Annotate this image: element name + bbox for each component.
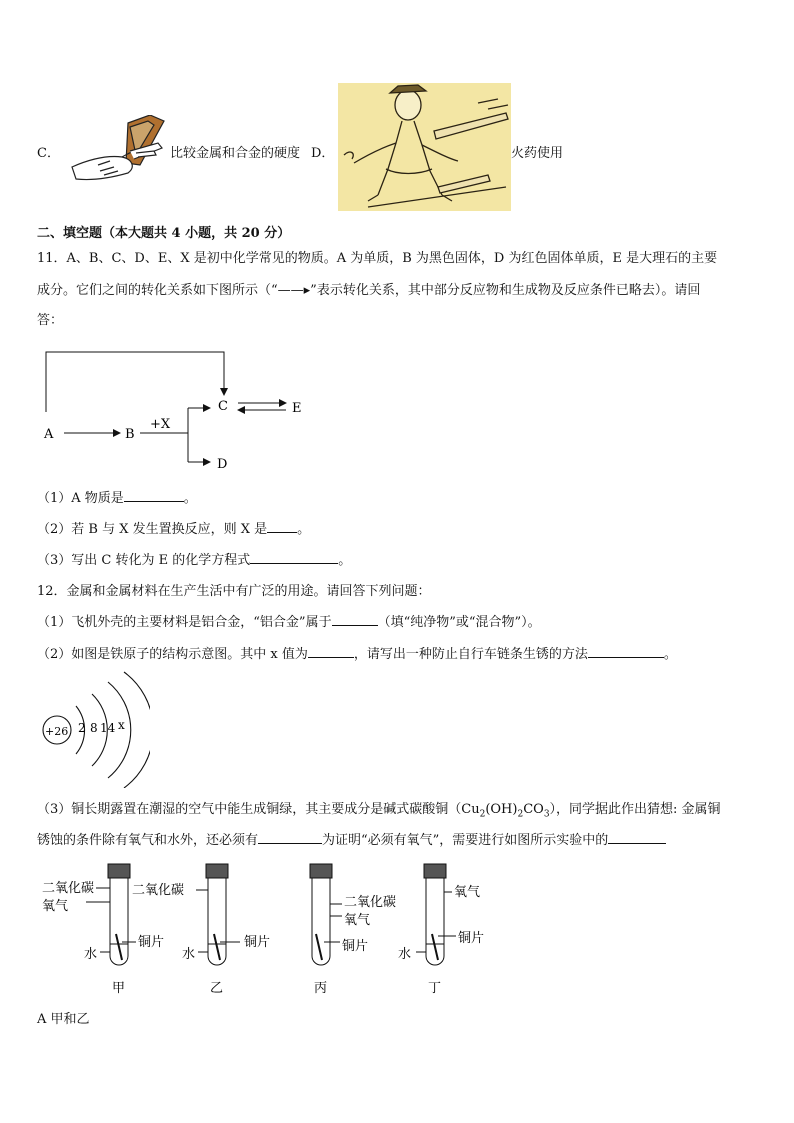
q11-sub-3: （3）写出 C 转化为 E 的化学方程式 。 xyxy=(37,546,351,576)
tube-bing-gas-2: 氧气 xyxy=(344,913,371,928)
tube-bing xyxy=(310,864,342,965)
q12-sub-1: （1）飞机外壳的主要材料是铝合金，“铝合金”属于 （填“纯净物”或“混合物”）。 xyxy=(37,608,541,638)
tube-ding-name: 丁 xyxy=(428,981,442,996)
tube-jia-name: 甲 xyxy=(112,981,126,996)
q11-line-1: 11．A、B、C、D、E、X 是初中化学常见的物质。A 为单质，B 为黑色固体，D 为红色固体单质，E 是大理石的主要 xyxy=(37,251,718,266)
tube-jia-water: 水 xyxy=(84,947,98,962)
node-b: B xyxy=(125,427,135,442)
option-d-text: 火药使用 xyxy=(511,146,564,161)
reagent-x: +X xyxy=(150,417,171,432)
hardness-test-illustration xyxy=(70,115,170,185)
tube-yi-water: 水 xyxy=(182,947,196,962)
q11-line-2: 成分。它们之间的转化关系如下图所示（“——▸”表示转化关系，其中部分反应物和生成物及反应条件已略去）。请回 xyxy=(37,283,701,298)
tube-yi-name: 乙 xyxy=(210,981,224,996)
q12-blank-4[interactable] xyxy=(258,829,322,844)
shell-3-count: 14 xyxy=(100,721,116,735)
tube-ding-water: 水 xyxy=(398,947,412,962)
q11-sub-1: （1）A 物质是 。 xyxy=(37,484,197,514)
gunpowder-illustration xyxy=(338,83,511,211)
q12-sub-3-line-2: 锈蚀的条件除有氧气和水外，还必须有 为证明“必须有氧气”，需要进行如图所示实验中的 xyxy=(37,826,666,856)
q11-conversion-diagram xyxy=(30,340,330,480)
q11-sub-2: （2）若 B 与 X 发生置换反应，则 X 是 。 xyxy=(37,515,310,545)
option-d-label: D． xyxy=(311,146,335,161)
tube-yi xyxy=(196,864,240,965)
option-c-text: 比较金属和合金的硬度 xyxy=(170,146,301,161)
tube-ding-gas-1: 氧气 xyxy=(454,885,481,900)
q12-blank-5[interactable] xyxy=(608,829,666,844)
node-e: E xyxy=(292,401,302,416)
iron-atom-diagram xyxy=(40,668,150,788)
q11-line-3: 答： xyxy=(37,313,64,328)
tube-jia-gas-2: 氧气 xyxy=(42,899,69,914)
copper-rust-experiment xyxy=(36,858,506,998)
q11-blank-2[interactable] xyxy=(267,518,297,533)
q11-blank-1[interactable] xyxy=(124,487,184,502)
node-c: C xyxy=(218,399,228,414)
nucleus-charge: +26 xyxy=(45,725,69,738)
shell-2-count: 8 xyxy=(90,721,98,735)
tube-bing-copper: 铜片 xyxy=(342,939,369,954)
q12-sub-2: （2）如图是铁原子的结构示意图。其中 x 值为 ，请写出一种防止自行车链条生锈的方法 。 xyxy=(37,640,677,670)
q12-blank-2[interactable] xyxy=(308,643,354,658)
tube-yi-copper: 铜片 xyxy=(244,935,271,950)
q12-sub-3-line-1: （3）铜长期露置在潮湿的空气中能生成铜绿，其主要成分是碱式碳酸铜$(Cu_2(OH)_2CO_3)$，同学据此作出猜想: 金属铜 xyxy=(37,802,721,820)
option-c-label: C． xyxy=(37,146,60,161)
section-title: 二、填空题（本大题共 4 小题，共 20 分） xyxy=(37,226,291,241)
tube-bing-gas-1: 二氧化碳 xyxy=(344,895,397,910)
shell-1-count: 2 xyxy=(78,721,86,735)
tube-bing-name: 丙 xyxy=(314,981,328,996)
q12-blank-3[interactable] xyxy=(588,643,664,658)
tube-yi-gas-1: 二氧化碳 xyxy=(132,883,185,898)
node-d: D xyxy=(217,457,228,472)
tube-jia-copper: 铜片 xyxy=(138,935,165,950)
q11-blank-3[interactable] xyxy=(250,549,338,564)
node-a: A xyxy=(44,427,54,442)
tube-jia-gas-1: 二氧化碳 xyxy=(42,881,95,896)
tube-ding xyxy=(416,864,456,965)
q12-stem: 12．金属和金属材料在生产生活中有广泛的用途。请回答下列问题： xyxy=(37,584,431,599)
q12-blank-1[interactable] xyxy=(332,611,378,626)
tube-ding-copper: 铜片 xyxy=(458,931,485,946)
q12-option-a[interactable]: A 甲和乙 xyxy=(37,1012,90,1027)
shell-4-count: x xyxy=(118,718,125,732)
